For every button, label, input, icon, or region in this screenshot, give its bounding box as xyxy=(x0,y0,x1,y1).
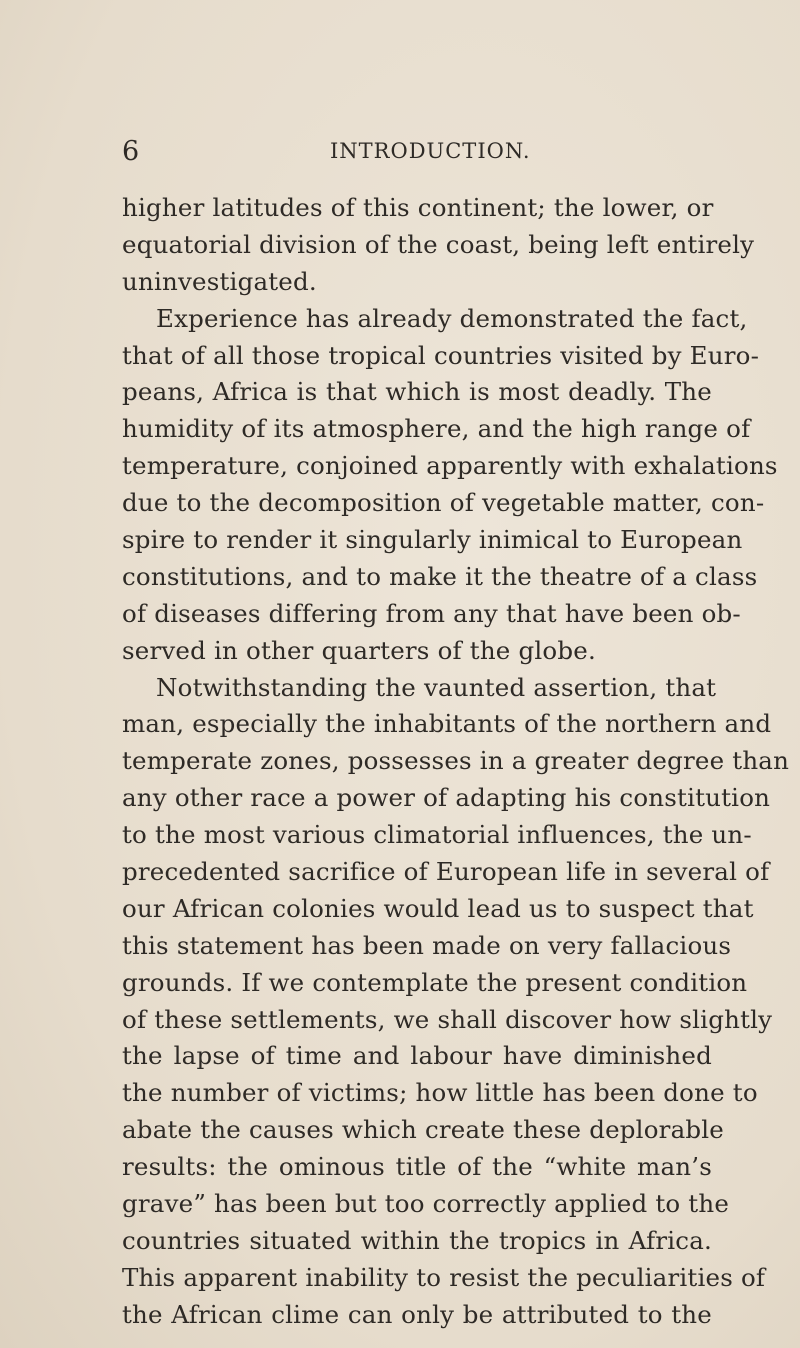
text-line: uninvestigated. xyxy=(122,266,317,296)
text-line: the number of victims; how little has been done to xyxy=(122,1078,758,1108)
text-line: of these settlements, we shall discover how slightly xyxy=(122,1004,773,1034)
text-line: of diseases differing from any that have been ob- xyxy=(122,598,741,628)
text-line: precedented sacrifice of European life in several of xyxy=(122,857,770,887)
text-line: this statement has been made on very fallacious xyxy=(122,930,732,960)
text-line: constitutions, and to make it the theatre of a class xyxy=(122,561,758,591)
text-line: temperate zones, possesses in a greater degree than xyxy=(122,746,790,776)
text-line: the African clime can only be attributed to the xyxy=(122,1299,712,1329)
text-line: humidity of its atmosphere, and the high range of xyxy=(122,414,751,444)
text-line: man, especially the inhabitants of the northern and xyxy=(122,709,772,739)
text-line: served in other quarters of the globe. xyxy=(122,635,596,665)
text-line: grave” has been but too correctly applied to the xyxy=(122,1189,730,1219)
page-header-title: INTRODUCTION. xyxy=(330,139,531,163)
text-line: any other race a power of adapting his constitution xyxy=(122,783,771,813)
text-line: spire to render it singularly inimical to European xyxy=(122,525,743,555)
text-line: Experience has already demonstrated the fact, xyxy=(156,303,748,333)
body-text xyxy=(122,190,790,1334)
text-line: due to the decomposition of vegetable matter, con- xyxy=(122,488,765,518)
text-line: abate the causes which create these deplorable xyxy=(122,1115,724,1145)
text-line: results: the ominous title of the “white man’s xyxy=(122,1152,712,1182)
text-line: equatorial division of the coast, being left entirely xyxy=(122,229,755,259)
text-line: the lapse of time and labour have diminished xyxy=(122,1041,712,1071)
text-line: Notwithstanding the vaunted assertion, that xyxy=(156,672,717,702)
text-line: grounds. If we contemplate the present condition xyxy=(122,967,748,997)
text-line: peans, Africa is that which is most deadly. The xyxy=(122,377,712,407)
text-line: temperature, conjoined apparently with exhalations xyxy=(122,451,778,481)
text-line: countries situated within the tropics in Africa. xyxy=(122,1225,712,1255)
text-line: our African colonies would lead us to suspect that xyxy=(122,893,754,923)
text-line: that of all those tropical countries visited by Euro- xyxy=(122,340,760,370)
text-line: This apparent inability to resist the peculiarities of xyxy=(122,1262,766,1292)
running-head xyxy=(122,136,722,176)
text-line: to the most various climatorial influences, the un- xyxy=(122,820,752,850)
text-line: higher latitudes of this continent; the lower, or xyxy=(122,193,714,222)
page-number: 6 xyxy=(122,136,140,167)
